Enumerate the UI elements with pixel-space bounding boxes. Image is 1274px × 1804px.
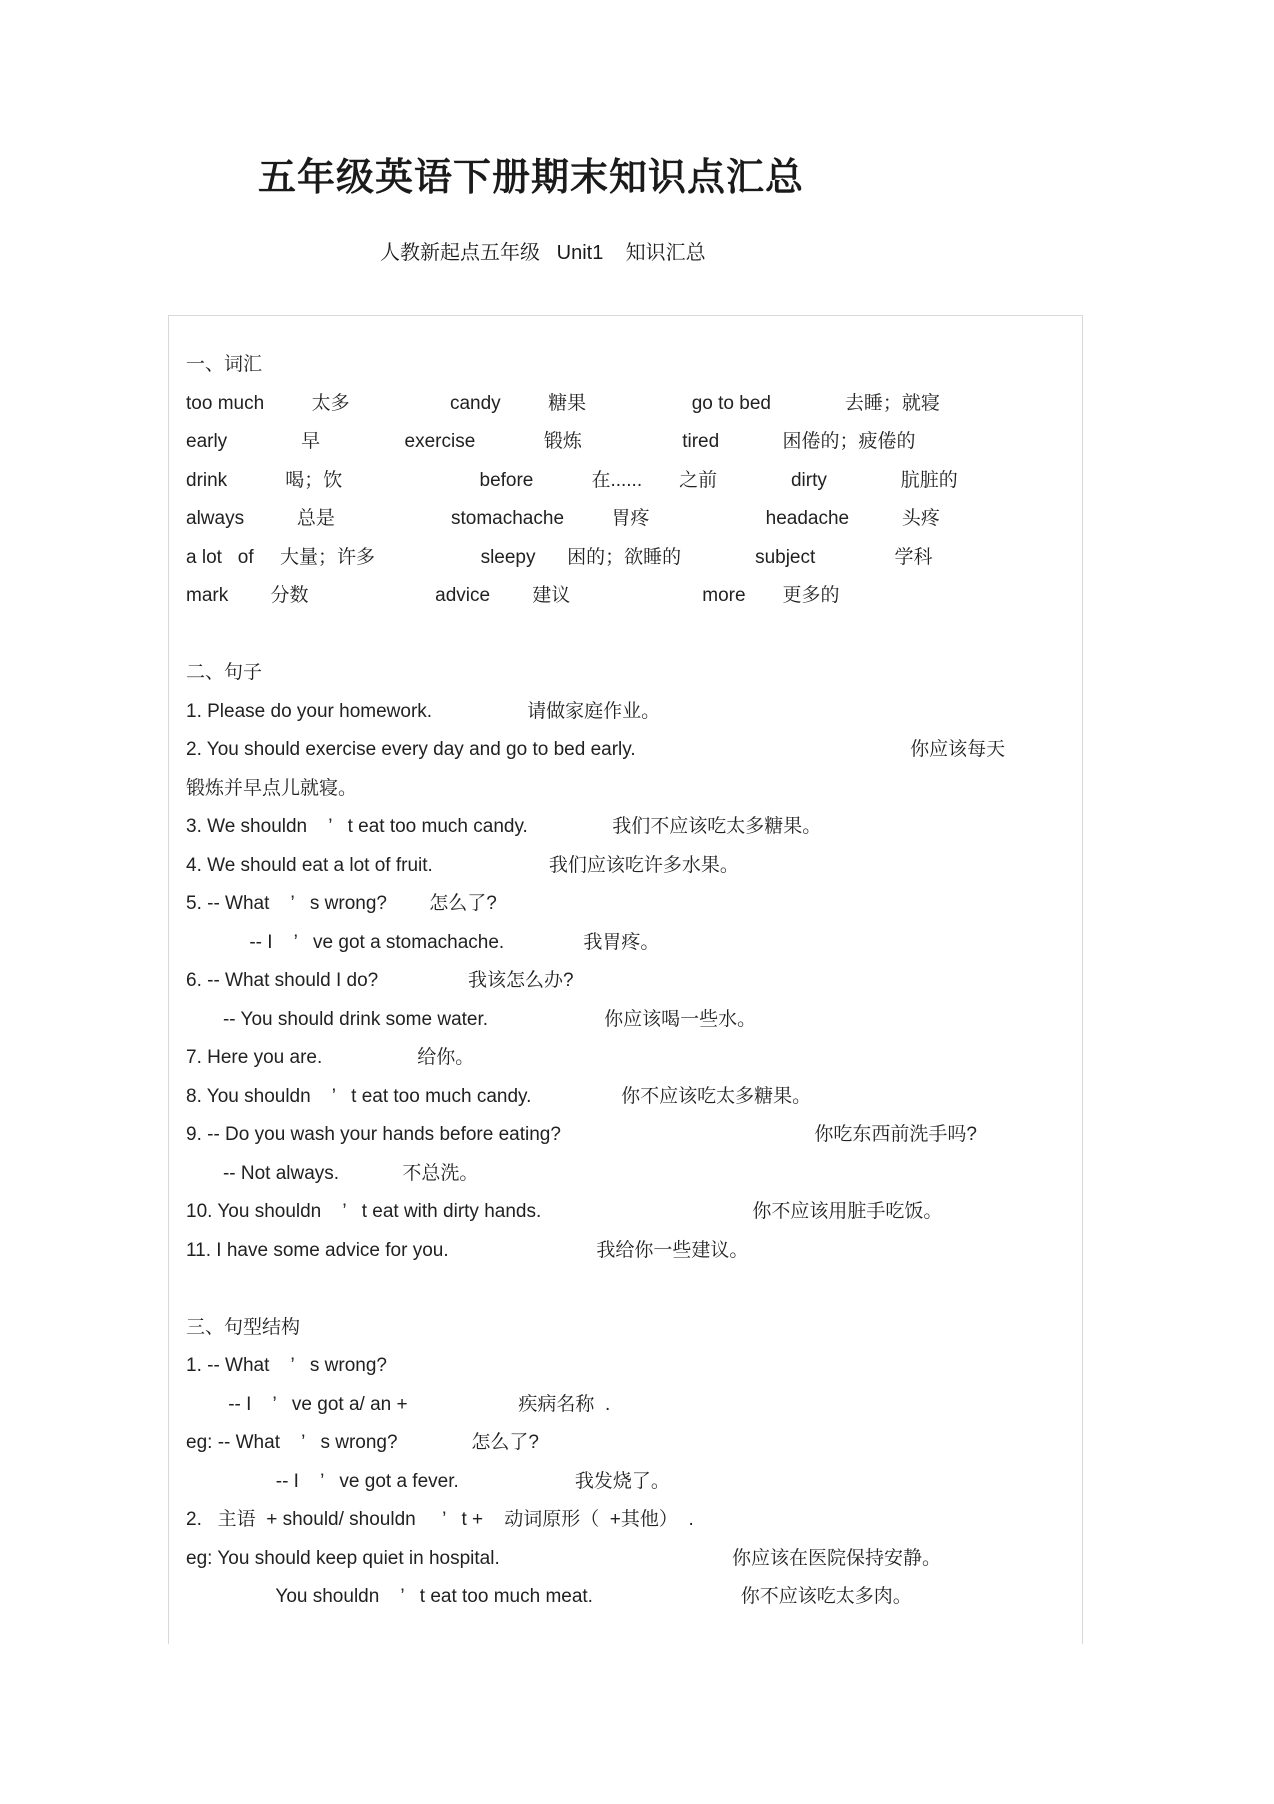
structure-line: eg: -- What ’ s wrong? 怎么了? <box>186 1432 540 1453</box>
sentence-line: 6. -- What should I do? 我该怎么办? <box>186 970 574 991</box>
structure-line: -- I ’ ve got a fever. 我发烧了。 <box>186 1470 670 1492</box>
section-heading-sentences: 二、句子 <box>186 662 263 683</box>
vocabulary-line: a lot of 大量；许多 sleepy 困的；欲睡的 subject 学科 <box>186 546 933 568</box>
sentence-line: -- You should drink some water. 你应该喝一些水。 <box>186 1008 757 1030</box>
sentence-line: 7. Here you are. 给你。 <box>186 1047 475 1068</box>
section-heading-structures: 三、句型结构 <box>186 1316 301 1338</box>
blank-line <box>186 616 1068 655</box>
structure-line: -- I ’ ve got a/ an + 疾病名称 . <box>186 1393 611 1415</box>
structure-line: eg: You should keep quiet in hospital. 你应该在医院保持安静。 <box>186 1547 942 1569</box>
sentence-line: -- I ’ ve got a stomachache. 我胃疼。 <box>186 931 660 953</box>
structure-line: 2. 主语 + should/ shouldn ’ t + 动词原形（ +其他） . <box>186 1509 694 1530</box>
page-subtitle: 人教新起点五年级 Unit1 知识汇总 <box>380 242 706 264</box>
sentence-line: 3. We shouldn ’ t eat too much candy. 我们不应该吃太多糖果。 <box>186 816 822 837</box>
sentence-line: 9. -- Do you wash your hands before eating? 你吃东西前洗手吗? <box>186 1124 977 1145</box>
sentence-line: 锻炼并早点儿就寝。 <box>186 777 358 799</box>
sentence-line: 11. I have some advice for you. 我给你一些建议。 <box>186 1239 749 1261</box>
sentence-line: 5. -- What ’ s wrong? 怎么了? <box>186 893 497 914</box>
structure-line: 1. -- What ’ s wrong? <box>186 1355 387 1376</box>
structure-line: You shouldn ’ t eat too much meat. 你不应该吃太多肉。 <box>186 1586 912 1607</box>
sentence-line: 8. You shouldn ’ t eat too much candy. 你不应该吃太多糖果。 <box>186 1085 812 1107</box>
vocabulary-line: early 早 exercise 锻炼 tired 困倦的；疲倦的 <box>186 431 916 452</box>
page-title: 五年级英语下册期末知识点汇总 <box>258 157 805 199</box>
sentence-line: -- Not always. 不总洗。 <box>186 1162 479 1184</box>
sentence-line: 2. You should exercise every day and go to bed early. 你应该每天 <box>186 739 1006 760</box>
vocabulary-line: mark 分数 advice 建议 more 更多的 <box>186 585 840 606</box>
vocabulary-line: drink 喝；饮 before 在...... 之前 dirty 肮脏的 <box>186 469 958 491</box>
blank-line <box>186 1270 1068 1309</box>
content-box <box>168 315 1083 1644</box>
sentence-line: 10. You shouldn ’ t eat with dirty hands. 你不应该用脏手吃饭。 <box>186 1201 943 1222</box>
vocabulary-line: always 总是 stomachache 胃疼 headache 头疼 <box>186 508 940 529</box>
sentence-line: 1. Please do your homework. 请做家庭作业。 <box>186 700 661 722</box>
sentence-line: 4. We should eat a lot of fruit. 我们应该吃许多水果。 <box>186 854 739 876</box>
section-heading-vocabulary: 一、词汇 <box>186 354 263 375</box>
vocabulary-line: too much 太多 candy 糖果 go to bed 去睡；就寝 <box>186 392 940 414</box>
